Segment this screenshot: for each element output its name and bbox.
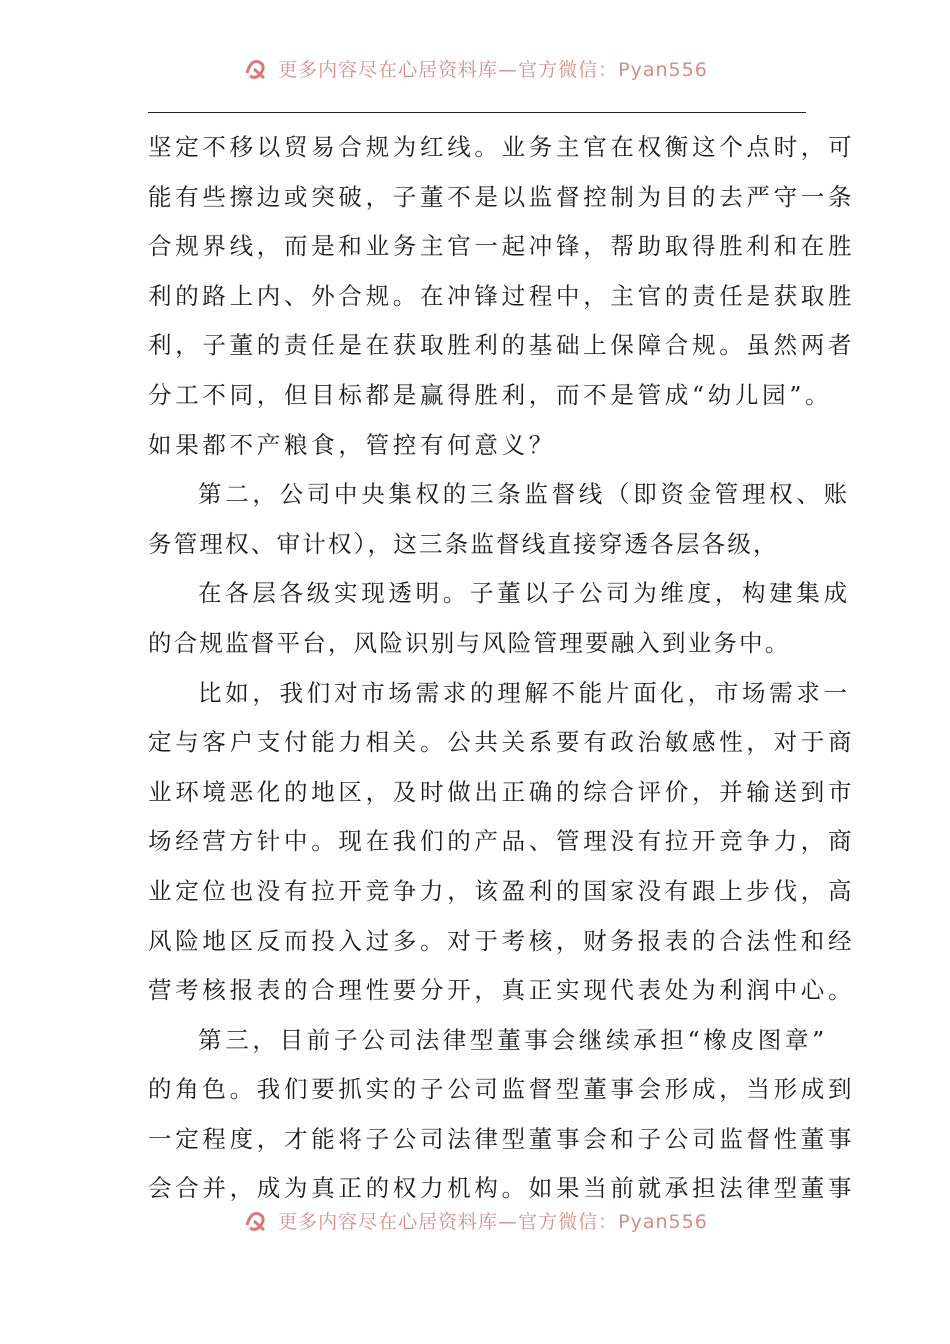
text-line: 会合并，成为真正的权力机构。如果当前就承担法律型董事 — [148, 1174, 856, 1203]
text-line: 业定位也没有拉开竞争力，该盈利的国家没有跟上步伐，高 — [148, 876, 856, 905]
text-line: 的合规监督平台，风险识别与风险管理要融入到业务中。 — [148, 628, 791, 657]
text-line: 如果都不产粮食，管控有何意义？ — [148, 430, 556, 459]
watermark-text: 更多内容尽在心居资料库—官方微信：Pyan556 — [278, 58, 708, 81]
text-line: 的角色。我们要抓实的子公司监督型董事会形成，当形成到 — [148, 1075, 856, 1104]
paragraph-start-line: 第二，公司中央集权的三条监督线（即资金管理权、账 — [198, 480, 851, 509]
text-line: 分工不同，但目标都是赢得胜利，而不是管成“幼儿园”。 — [148, 380, 833, 409]
paragraph-start-line: 在各层各级实现透明。子董以子公司为维度，构建集成 — [198, 579, 851, 608]
watermark-text: 更多内容尽在心居资料库—官方微信：Pyan556 — [278, 1210, 708, 1233]
document-body — [148, 123, 856, 1214]
text-line: 务管理权、审计权），这三条监督线直接穿透各层各级， — [148, 529, 779, 558]
text-line: 能有些擦边或突破，子董不是以监督控制为目的去严守一条 — [148, 182, 856, 211]
paragraph-start-line: 第三，目前子公司法律型董事会继续承担“橡皮图章” — [198, 1025, 828, 1054]
text-line: 利，子董的责任是在获取胜利的基础上保障合规。虽然两者 — [148, 331, 856, 360]
text-line: 利的路上内、外合规。在冲锋过程中，主官的责任是获取胜 — [148, 281, 856, 310]
text-line: 坚定不移以贸易合规为红线。业务主官在权衡这个点时，可 — [148, 133, 856, 161]
header-divider — [148, 112, 806, 113]
text-line: 合规界线，而是和业务主官一起冲锋，帮助取得胜利和在胜 — [148, 232, 856, 261]
paragraph-start-line: 比如，我们对市场需求的理解不能片面化，市场需求一 — [198, 678, 851, 707]
text-line: 风险地区反而投入过多。对于考核，财务报表的合法性和经 — [148, 926, 856, 955]
footer-watermark — [0, 1202, 950, 1238]
watermark-logo-icon — [242, 1205, 272, 1235]
header-watermark — [0, 50, 950, 86]
text-line: 业环境恶化的地区，及时做出正确的综合评价，并输送到市 — [148, 777, 856, 806]
text-line: 营考核报表的合理性要分开，真正实现代表处为利润中心。 — [148, 976, 856, 1005]
text-line: 定与客户支付能力相关。公共关系要有政治敏感性，对于商 — [148, 728, 856, 757]
text-line: 场经营方针中。现在我们的产品、管理没有拉开竞争力，商 — [148, 827, 856, 856]
watermark-logo-icon — [242, 53, 272, 83]
text-line: 一定程度，才能将子公司法律型董事会和子公司监督性董事 — [148, 1124, 856, 1153]
